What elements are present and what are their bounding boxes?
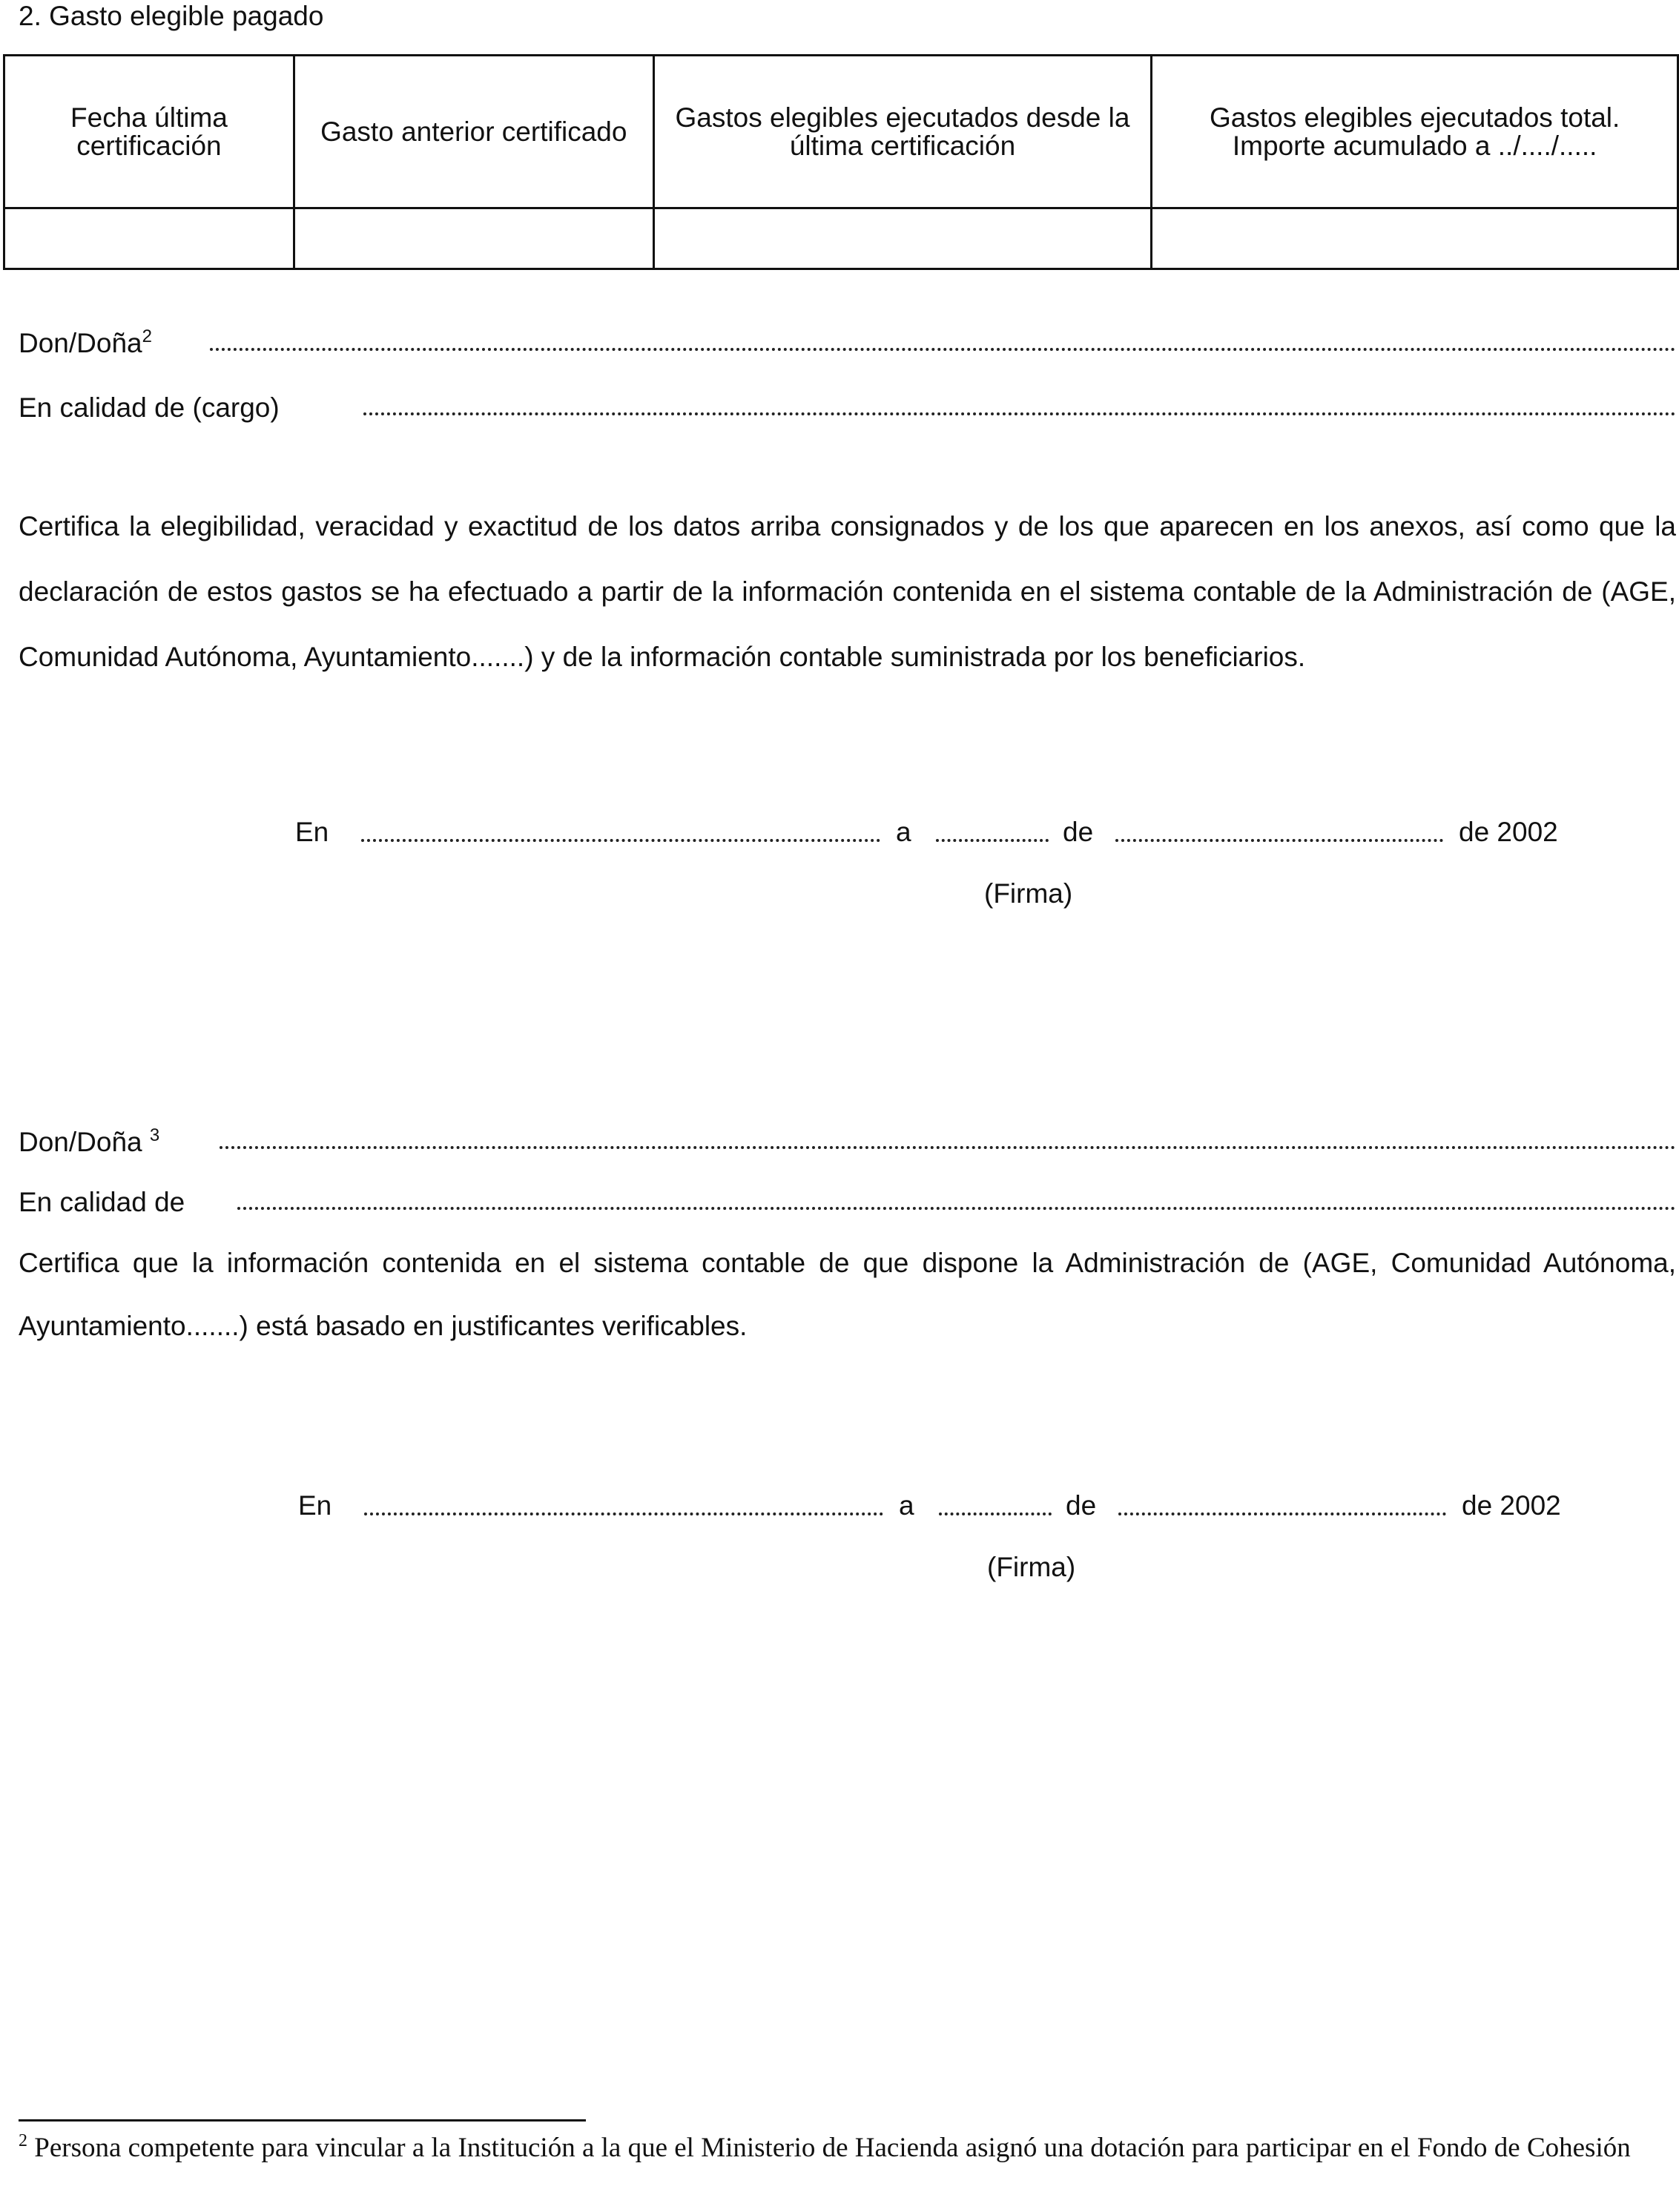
month-label-1: de xyxy=(1063,817,1094,847)
footnote xyxy=(19,2133,1650,2167)
place-field-2[interactable] xyxy=(364,1512,883,1515)
cell-gastos-total[interactable] xyxy=(1152,208,1678,269)
footnote-text: Persona competente para vincular a la Institución a la que el Ministerio de Hacienda asignó una dotación para participar en el Fondo de Cohesión xyxy=(34,2133,1631,2163)
day-label-1: a xyxy=(896,817,911,847)
cell-gasto-anterior[interactable] xyxy=(294,208,653,269)
certification-statement-1: Certifica la elegibilidad, veracidad y exactitud de los datos arriba consignados y de los que aparecen en los anexos, así como que la declaración de estos gastos se ha efectuado a partir de la información contenida en el sistema contable de la Administración de (AGE, Comunidad Autónoma, Ayuntamiento.......) y de la información contable suministrada por los beneficiarios. xyxy=(19,511,1676,672)
cell-gastos-desde[interactable] xyxy=(653,208,1152,269)
signature-label-2: (Firma) xyxy=(987,1552,1076,1582)
day-field-1[interactable] xyxy=(936,839,1049,842)
cell-fecha[interactable] xyxy=(4,208,294,269)
header-gasto-anterior-certificado: Gasto anterior certificado xyxy=(294,56,653,208)
place-label-1: En xyxy=(295,817,329,847)
footnote-rule xyxy=(19,2119,586,2122)
certification-statement-2: Certifica que la información contenida en el sistema contable de que dispone la Administración de (AGE, Comunidad Autónoma, Ayuntamiento.......) está basado en justificantes verificables. xyxy=(19,1248,1676,1341)
table-header-row xyxy=(4,56,1678,208)
table-row xyxy=(4,208,1678,269)
header-gastos-total-acumulado: Gastos elegibles ejecutados total. Importe acumulado a ../..../..... xyxy=(1152,56,1678,208)
role-field-2[interactable] xyxy=(237,1207,1676,1210)
place-field-1[interactable] xyxy=(361,839,880,842)
header-gastos-desde-ultima-certificacion: Gastos elegibles ejecutados desde la última certificación xyxy=(653,56,1152,208)
month-field-1[interactable] xyxy=(1115,839,1443,842)
role-field-1[interactable] xyxy=(363,412,1676,415)
footnote-ref-3: 3 xyxy=(149,1125,160,1145)
day-field-2[interactable] xyxy=(939,1512,1052,1515)
month-label-2: de xyxy=(1066,1490,1097,1521)
place-label-2: En xyxy=(298,1490,332,1521)
year-label-2: de 2002 xyxy=(1462,1490,1561,1521)
name-label-2: Don/Doña $^3$ xyxy=(19,1125,160,1157)
header-fecha-ultima-certificacion: Fecha última certificación xyxy=(4,56,294,208)
role-label-2: En calidad de xyxy=(19,1187,185,1217)
year-label-1: de 2002 xyxy=(1459,817,1558,847)
name-field-1[interactable] xyxy=(210,348,1676,351)
footnote-ref-2: 2 xyxy=(142,326,152,346)
footnote-number: 2 xyxy=(19,2131,27,2150)
expense-table xyxy=(3,54,1679,270)
name-label-1: Don/Doña$^2$ xyxy=(19,326,152,358)
signature-label-1: (Firma) xyxy=(984,878,1073,909)
day-label-2: a xyxy=(899,1490,914,1521)
name-field-2[interactable] xyxy=(220,1146,1676,1149)
section-heading: 2. Gasto elegible pagado xyxy=(19,1,324,31)
month-field-2[interactable] xyxy=(1118,1512,1446,1515)
role-label-1: En calidad de (cargo) xyxy=(19,392,280,423)
